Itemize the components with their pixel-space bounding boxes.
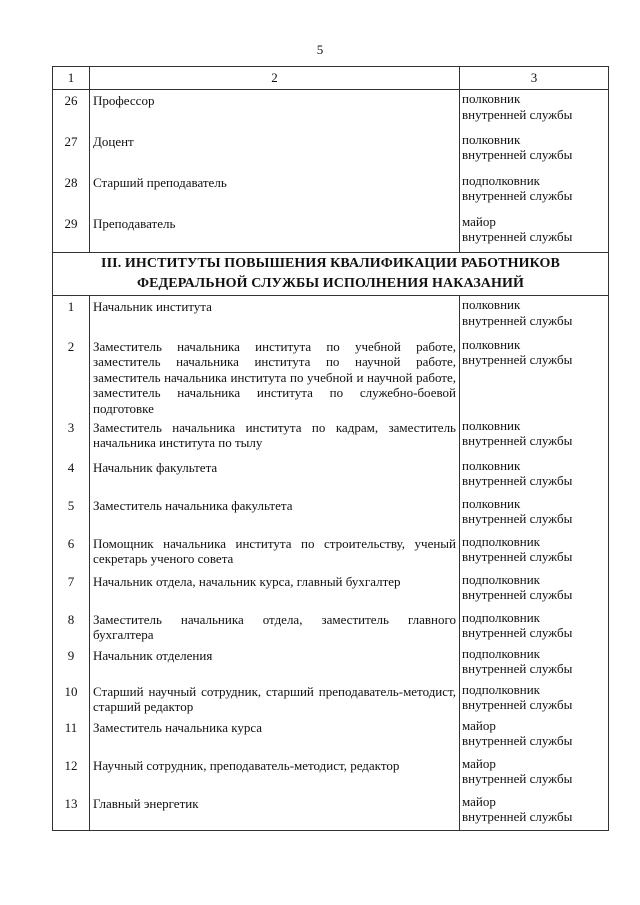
- row-number: 12: [53, 755, 90, 793]
- section-heading-line: ФЕДЕРАЛЬНОЙ СЛУЖБЫ ИСПОЛНЕНИЯ НАКАЗАНИЙ: [137, 276, 524, 291]
- row-number: 11: [53, 717, 90, 755]
- rank-line: майор: [462, 213, 496, 229]
- special-rank: [460, 90, 609, 131]
- position-title: Старший научный сотрудник, старший преподаватель-методист, старший редактор: [90, 681, 460, 717]
- row-number: 4: [53, 457, 90, 495]
- rank-line: внутренней службы: [462, 733, 573, 748]
- row-number: 29: [53, 213, 90, 253]
- table-row: [53, 717, 609, 755]
- special-rank: [460, 681, 609, 717]
- rank-line: внутренней службы: [462, 587, 573, 602]
- row-number: 9: [53, 645, 90, 681]
- rank-line: внутренней службы: [462, 433, 573, 448]
- position-title: Начальник факультета: [90, 457, 460, 495]
- row-number: 5: [53, 495, 90, 533]
- table-row: [53, 755, 609, 793]
- table-row: [53, 213, 609, 253]
- row-number: 6: [53, 533, 90, 571]
- rank-line: внутренней службы: [462, 697, 573, 712]
- rank-line: полковник: [462, 131, 521, 147]
- row-number: 27: [53, 131, 90, 172]
- row-number: 26: [53, 90, 90, 131]
- special-rank: [460, 417, 609, 457]
- rank-line: полковник: [462, 297, 521, 312]
- section-heading-row: [53, 253, 609, 296]
- table-row: [53, 296, 609, 336]
- rank-line: подполковник: [462, 645, 540, 661]
- rank-line: внутренней службы: [462, 661, 573, 676]
- rank-line: майор: [462, 793, 496, 809]
- row-number: 8: [53, 609, 90, 645]
- special-rank: [460, 213, 609, 253]
- rank-line: полковник: [462, 91, 521, 106]
- rank-line: внутренней службы: [462, 312, 573, 328]
- rank-line: полковник: [462, 417, 521, 433]
- special-rank: [460, 533, 609, 571]
- special-rank: [460, 645, 609, 681]
- rank-line: подполковник: [462, 533, 540, 549]
- rank-line: внутренней службы: [462, 511, 573, 526]
- special-rank: [460, 172, 609, 213]
- rank-line: внутренней службы: [462, 473, 573, 488]
- special-rank: [460, 571, 609, 609]
- row-number: 3: [53, 417, 90, 457]
- position-title: Старший преподаватель: [90, 172, 460, 213]
- rank-line: полковник: [462, 495, 521, 511]
- row-number: 13: [53, 793, 90, 831]
- rank-line: полковник: [462, 336, 521, 352]
- table-row: [53, 172, 609, 213]
- position-title: Заместитель начальника факультета: [90, 495, 460, 533]
- column-header-2: 2: [90, 67, 460, 90]
- rank-line: внутренней службы: [462, 771, 573, 786]
- rank-line: внутренней службы: [462, 188, 573, 203]
- rank-line: майор: [462, 717, 496, 733]
- position-title: Преподаватель: [90, 213, 460, 253]
- special-rank: [460, 717, 609, 755]
- row-number: 7: [53, 571, 90, 609]
- position-title: Начальник отделения: [90, 645, 460, 681]
- table-row: [53, 681, 609, 717]
- rank-line: внутренней службы: [462, 147, 573, 162]
- position-title: Помощник начальника института по строительству, ученый секретарь ученого совета: [90, 533, 460, 571]
- special-rank: [460, 457, 609, 495]
- position-title: Заместитель начальника института по кадрам, заместитель начальника института по тылу: [90, 417, 460, 457]
- rank-line: внутренней службы: [462, 625, 573, 640]
- position-title: Заместитель начальника отдела, заместитель главного бухгалтера: [90, 609, 460, 645]
- row-number: 28: [53, 172, 90, 213]
- ranks-table: [52, 66, 609, 831]
- rank-line: подполковник: [462, 571, 540, 587]
- position-title: Профессор: [90, 90, 460, 131]
- special-rank: [460, 793, 609, 831]
- table-row: [53, 131, 609, 172]
- special-rank: [460, 131, 609, 172]
- row-number: 10: [53, 681, 90, 717]
- rank-line: внутренней службы: [462, 106, 573, 122]
- page-number: 5: [316, 42, 324, 57]
- position-title: Доцент: [90, 131, 460, 172]
- rank-line: подполковник: [462, 681, 540, 697]
- column-header-row: [53, 67, 609, 90]
- special-rank: [460, 296, 609, 336]
- special-rank: [460, 495, 609, 533]
- table-row: [53, 417, 609, 457]
- column-header-3: 3: [460, 67, 609, 90]
- table-row: [53, 533, 609, 571]
- position-title: Начальник отдела, начальник курса, главный бухгалтер: [90, 571, 460, 609]
- table-row: [53, 645, 609, 681]
- table-row: [53, 336, 609, 417]
- row-number: 2: [53, 336, 90, 417]
- rank-line: подполковник: [462, 172, 540, 188]
- position-title: Заместитель начальника института по учебной работе, заместитель начальника института по научной работе, заместитель начальника института по учебной и научной работе, заместитель начальника института по служебно-боевой подготовке: [90, 336, 460, 417]
- rank-line: подполковник: [462, 609, 540, 625]
- special-rank: [460, 609, 609, 645]
- special-rank: [460, 755, 609, 793]
- rank-line: полковник: [462, 457, 521, 473]
- table-row: [53, 609, 609, 645]
- section-heading-line: III. ИНСТИТУТЫ ПОВЫШЕНИЯ КВАЛИФИКАЦИИ РАБОТНИКОВ: [101, 256, 560, 271]
- section-heading: [53, 253, 609, 296]
- rank-line: майор: [462, 755, 496, 771]
- position-title: Главный энергетик: [90, 793, 460, 831]
- rank-line: внутренней службы: [462, 352, 573, 367]
- rank-line: внутренней службы: [462, 549, 573, 564]
- table-row: [53, 90, 609, 131]
- position-title: Научный сотрудник, преподаватель-методист, редактор: [90, 755, 460, 793]
- table-row: [53, 571, 609, 609]
- column-header-1: 1: [53, 67, 90, 90]
- rank-line: внутренней службы: [462, 809, 573, 824]
- table-row: [53, 495, 609, 533]
- table-row: [53, 457, 609, 495]
- special-rank: [460, 336, 609, 417]
- row-number: 1: [53, 296, 90, 336]
- table-row: [53, 793, 609, 831]
- position-title: Начальник института: [90, 296, 460, 336]
- rank-line: внутренней службы: [462, 229, 573, 244]
- position-title: Заместитель начальника курса: [90, 717, 460, 755]
